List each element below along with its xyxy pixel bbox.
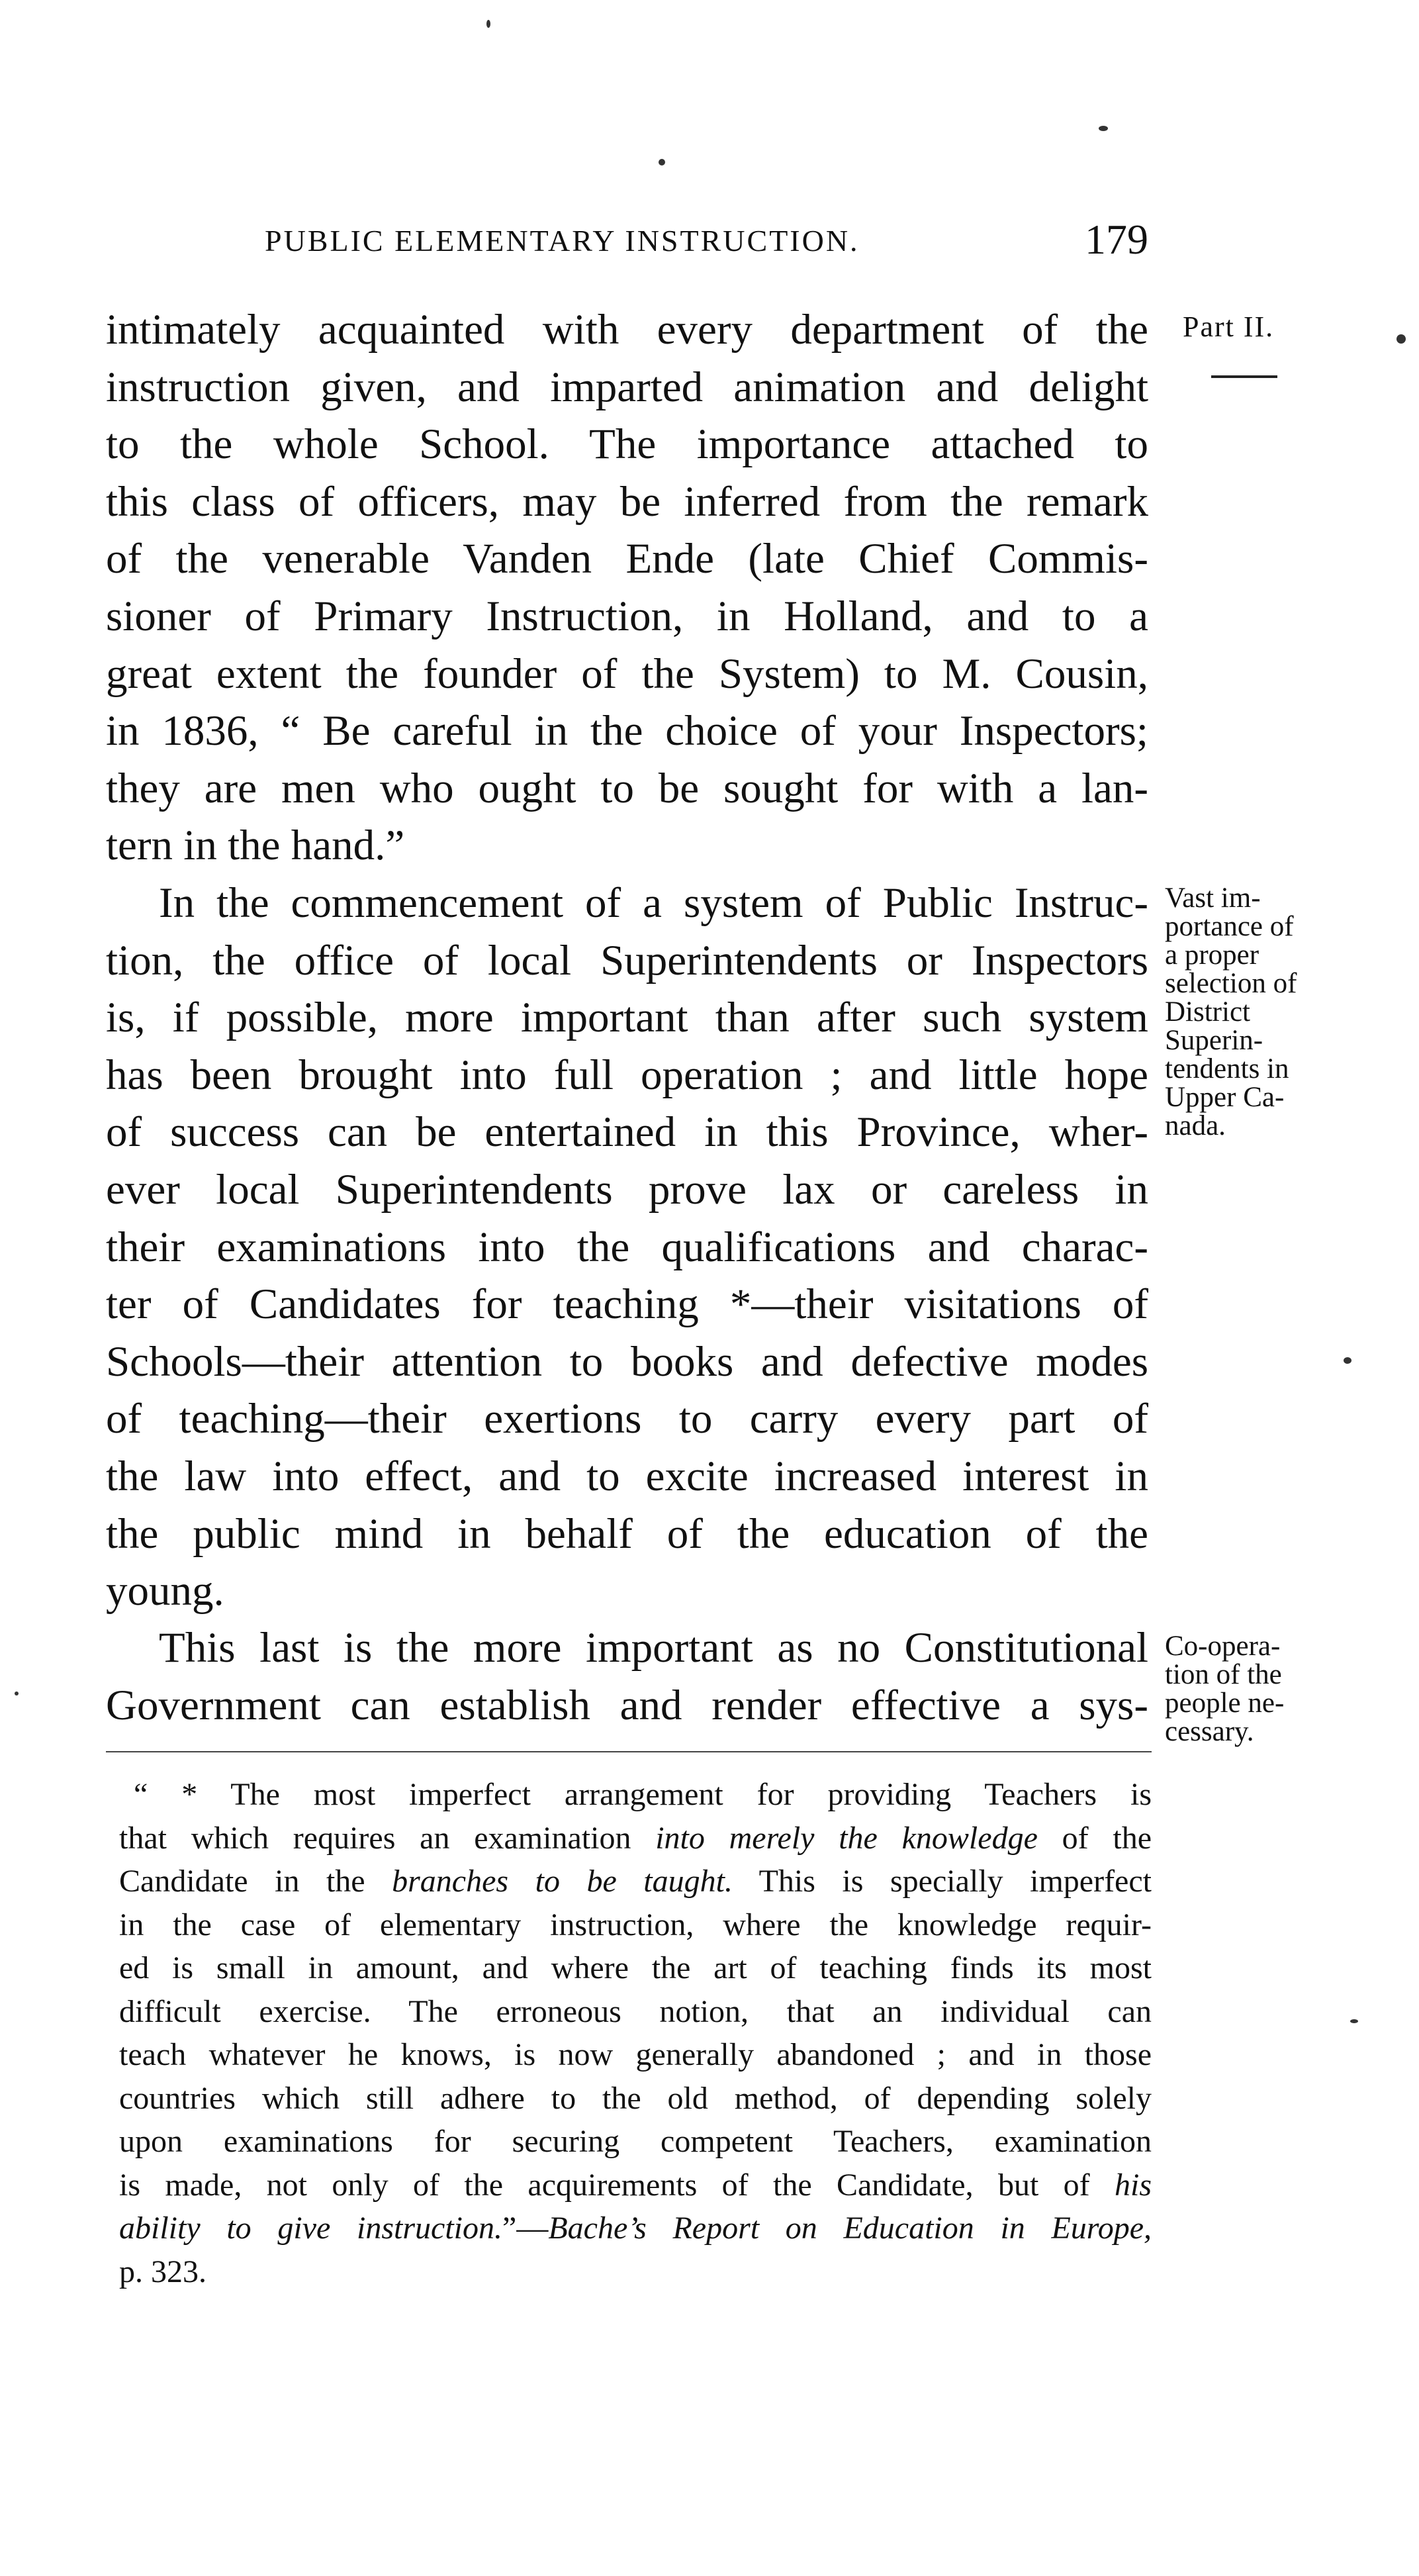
paragraph — [106, 875, 1148, 1619]
sidenote-line: Upper Ca- — [1165, 1082, 1285, 1113]
page-number: 179 — [1085, 216, 1148, 263]
main-text — [106, 301, 1148, 1734]
text-line: in 1836, “ Be careful in the choice of your Inspectors; — [106, 707, 1148, 755]
sidenote-line: nada. — [1165, 1110, 1226, 1141]
text-line: instruction given, and imparted animation and delight — [106, 363, 1148, 411]
footnote-line: “ * The most imperfect arrangement for providing Teachers is — [134, 1777, 1152, 1812]
sidenote-vast-importance — [1165, 884, 1390, 1140]
sidenote-line: people ne- — [1165, 1688, 1285, 1719]
sidenote-line: Superin- — [1165, 1025, 1263, 1056]
scan-speck — [15, 1692, 19, 1695]
footnote-line: in the case of elementary instruction, where the knowledge requir- — [119, 1907, 1152, 1942]
sidenote-line: Co-opera- — [1165, 1631, 1281, 1662]
footnote-rule — [106, 1751, 1152, 1752]
sidenote-line: cessary. — [1165, 1716, 1254, 1747]
text-line: of success can be entertained in this Province, wher- — [106, 1108, 1148, 1157]
text-line: intimately acquainted with every department of the — [106, 306, 1148, 354]
footnote-line: teach whatever he knows, is now generally abandoned ; and in those — [119, 2037, 1152, 2072]
sidenote-line: tion of the — [1165, 1659, 1282, 1690]
text-line: is, if possible, more important than after such system — [106, 994, 1148, 1042]
scan-speck — [1099, 126, 1108, 131]
footnote-line: upon examinations for securing competent Teachers, examination — [119, 2124, 1152, 2159]
text-line: to the whole School. The importance attached to — [106, 420, 1148, 469]
text-line: ever local Superintendents prove lax or careless in — [106, 1165, 1148, 1214]
scan-speck — [1396, 334, 1406, 344]
text-line: they are men who ought to be sought for with a lan- — [106, 764, 1148, 812]
sidenote-line: District — [1165, 996, 1250, 1027]
sidenote-line: portance of — [1165, 911, 1294, 942]
text-line: of the venerable Vanden Ende (late Chief Commis- — [106, 535, 1148, 583]
sidenote-cooperation — [1165, 1632, 1390, 1746]
text-line: sioner of Primary Instruction, in Holland, and to a — [106, 592, 1148, 640]
text-line: In the commencement of a system of Public Instruc- — [159, 879, 1148, 927]
scan-speck — [1344, 1357, 1351, 1364]
running-title: PUBLIC ELEMENTARY INSTRUCTION. — [265, 224, 860, 258]
scan-speck — [659, 159, 665, 166]
scan-speck — [1350, 2019, 1358, 2023]
text-line: ter of Candidates for teaching *—their visitations of — [106, 1280, 1148, 1329]
text-line: has been brought into full operation ; and little hope — [106, 1051, 1148, 1099]
text-line: This last is the more important as no Constitutional — [159, 1624, 1148, 1672]
sidenote-line: tendents in — [1165, 1053, 1289, 1084]
footnote-line: is made, not only of the acquirements of the Candidate, but of his — [119, 2167, 1152, 2203]
paragraph — [106, 301, 1148, 875]
text-line: great extent the founder of the System) to M. Cousin, — [106, 649, 1148, 698]
text-line: the public mind in behalf of the education of the — [106, 1509, 1148, 1558]
text-line: young. — [106, 1567, 224, 1615]
text-line: their examinations into the qualifications and charac- — [106, 1223, 1148, 1271]
scan-speck — [486, 20, 490, 28]
footnote-line: Candidate in the branches to be taught. This is specially imperfect — [119, 1864, 1152, 1899]
footnote-line: difficult exercise. The erroneous notion, that an individual can — [119, 1993, 1152, 2029]
sidenote-rule — [1211, 375, 1277, 378]
text-line: tern in the hand.” — [106, 822, 405, 870]
footnote — [119, 1773, 1152, 2293]
text-line: this class of officers, may be inferred from the remark — [106, 477, 1148, 526]
sidenote-line: a proper — [1165, 939, 1259, 971]
text-line: Schools—their attention to books and defective modes — [106, 1337, 1148, 1386]
footnote-line: ability to give instruction.”—Bache’s Report on Education in Europe, — [119, 2211, 1152, 2246]
text-line: Government can establish and render effective a sys- — [106, 1681, 1148, 1729]
text-line: tion, the office of local Superintendents or Inspectors — [106, 936, 1148, 984]
footnote-line: ed is small in amount, and where the art of teaching finds its most — [119, 1950, 1152, 1985]
footnote-line: that which requires an examination into merely the knowledge of the — [119, 1820, 1152, 1856]
footnote-line: p. 323. — [119, 2254, 206, 2289]
sidenote-line: selection of — [1165, 968, 1297, 999]
sidenote-part: Part II. — [1183, 310, 1275, 343]
text-line: of teaching—their exertions to carry every part of — [106, 1395, 1148, 1443]
paragraph — [106, 1619, 1148, 1734]
running-head — [265, 215, 1148, 268]
text-line: the law into effect, and to excite increased interest in — [106, 1452, 1148, 1500]
footnote-line: countries which still adhere to the old method, of depending solely — [119, 2080, 1152, 2116]
sidenote-line: Vast im- — [1165, 883, 1261, 914]
